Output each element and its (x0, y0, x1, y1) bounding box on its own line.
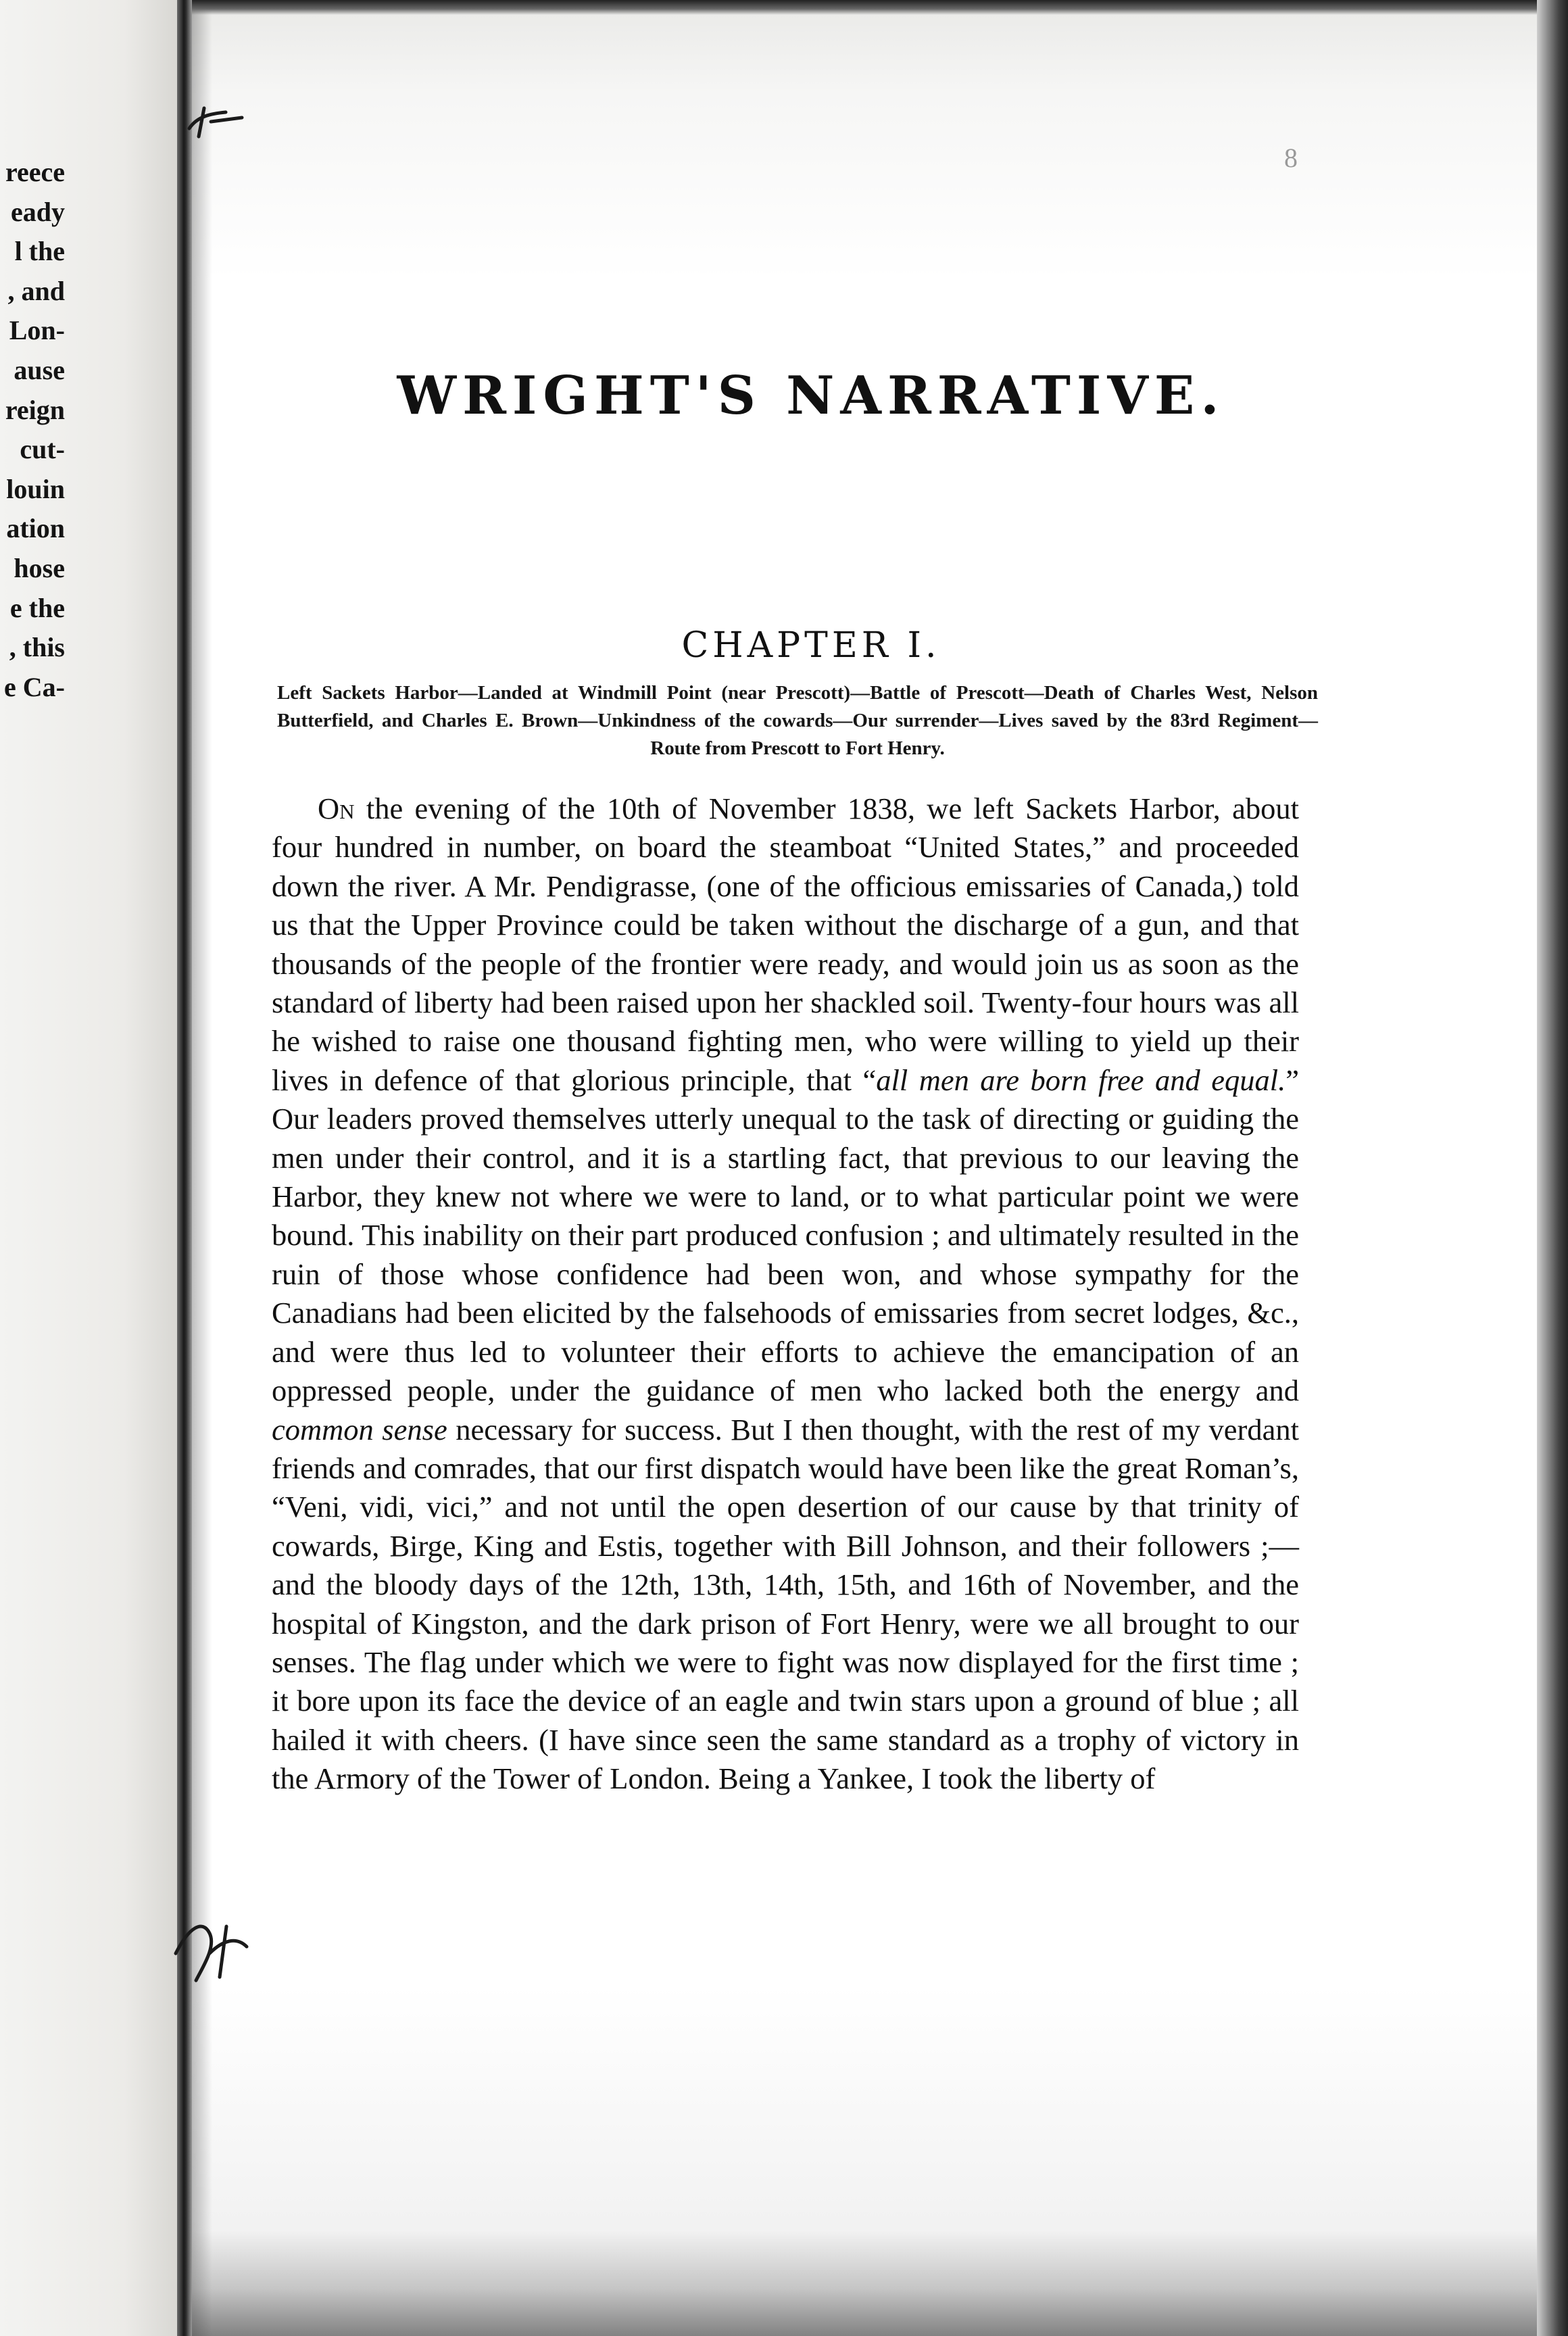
left-fragment-line: hose (14, 552, 65, 583)
left-fragment-line: l the (14, 236, 65, 267)
left-fragment-line: cut- (20, 434, 65, 465)
left-fragment-line: Lon- (9, 315, 65, 346)
left-fragment-line: ation (6, 513, 65, 544)
body-paragraph (272, 789, 1299, 1799)
body-text (272, 789, 1299, 1799)
page-top-edge (192, 0, 1537, 15)
body-text-segment: necessary for success. But I then thought, with the rest of my verdant friends and comrades, that our first dispatch would have been like the great Roman’s, “Veni, vidi, vici,” and not until the open desertion of our cause by that trinity of cowards, Birge, King and Estis, together with Bill Johnson, and their followers ;—and the bloody days of the 12th, 13th, 14th, 15th, and 16th of November, and the hospital of Kingston, and the dark prison of Fort Henry, were we all brought to our senses. The flag under which we were to fight was now displayed for the first time ; it bore upon its face the device of an eagle and twin stars upon a ground of blue ; all hailed it with cheers. (I have since seen the same standard as a trophy of victory in the Armory of the Tower of London. Being a Yankee, I took the liberty of (272, 1412, 1299, 1796)
body-text-segment: the evening of the 10th of November 1838, we left Sackets Harbor, about four hundred in number, on board the steamboat “United States,” and proceeded down the river. A Mr. Pendigrasse, (one of the officious emissaries of Canada,) told us that the Upper Province could be taken without the discharge of a gun, and that thousands of the people of the frontier were ready, and would join us as soon as the standard of liberty had been raised upon her shackled soil. Twenty-four hours was all he wished to raise one thousand fighting men, who were willing to yield up their lives in defence of that glorious principle, that “ (272, 792, 1299, 1097)
chapter-summary: Left Sackets Harbor—Landed at Windmill Point (near Prescott)—Battle of Prescott—Death of Charles West, Nelson Butterfield, and Charles E. Brown—Unkindness of the cowards—Our surrender—Lives saved by the 83rd Regiment—Route from Prescott to Fort Henry. (277, 682, 1318, 759)
left-page-text-fragments (0, 153, 65, 707)
left-fragment-line: ause (14, 354, 65, 385)
page-title: WRIGHT'S NARRATIVE. (397, 365, 1225, 427)
body-text-segment: ” Our leaders proved themselves utterly unequal to the task of directing or guiding the men under their control, and it is a startling fact, that previous to our leaving the Harbor, they knew not where we were to land, or to what particular point we were bound. This inability on their part produced confusion ; and ultimately resulted in the ruin of those whose confidence had been won, and whose sympathy for the Canadians had been elicited by the falsehoods of emissaries from secret lodges, &c., and were thus led to volunteer their efforts to achieve the emancipation of an oppressed people, under the guidance of men who lacked both the energy and (272, 1063, 1299, 1408)
chapter-heading: CHAPTER I. (681, 625, 941, 666)
page-bottom-edge (192, 2231, 1537, 2336)
handwritten-annotation-mark (169, 1913, 257, 1987)
left-fragment-line: louin (6, 473, 65, 504)
italic-phrase: common sense (272, 1412, 447, 1446)
opening-word: On (318, 792, 355, 825)
left-fragment-line: e the (9, 592, 65, 623)
left-fragment-line: , this (9, 632, 65, 663)
pen-mark-top (184, 101, 246, 142)
left-fragment-line: e Ca- (4, 671, 65, 702)
left-fragment-line: , and (7, 275, 65, 306)
page-number: 8 (1284, 143, 1298, 173)
left-fragment-line: reign (5, 394, 65, 425)
reverse-side-bleed-through (476, 189, 1490, 228)
italic-phrase: all men are born free and equal. (876, 1063, 1286, 1097)
left-fragment-line: reece (5, 157, 65, 187)
left-facing-page (0, 0, 177, 2336)
left-fragment-line: eady (11, 196, 65, 227)
page-right-edge (1537, 0, 1568, 2336)
